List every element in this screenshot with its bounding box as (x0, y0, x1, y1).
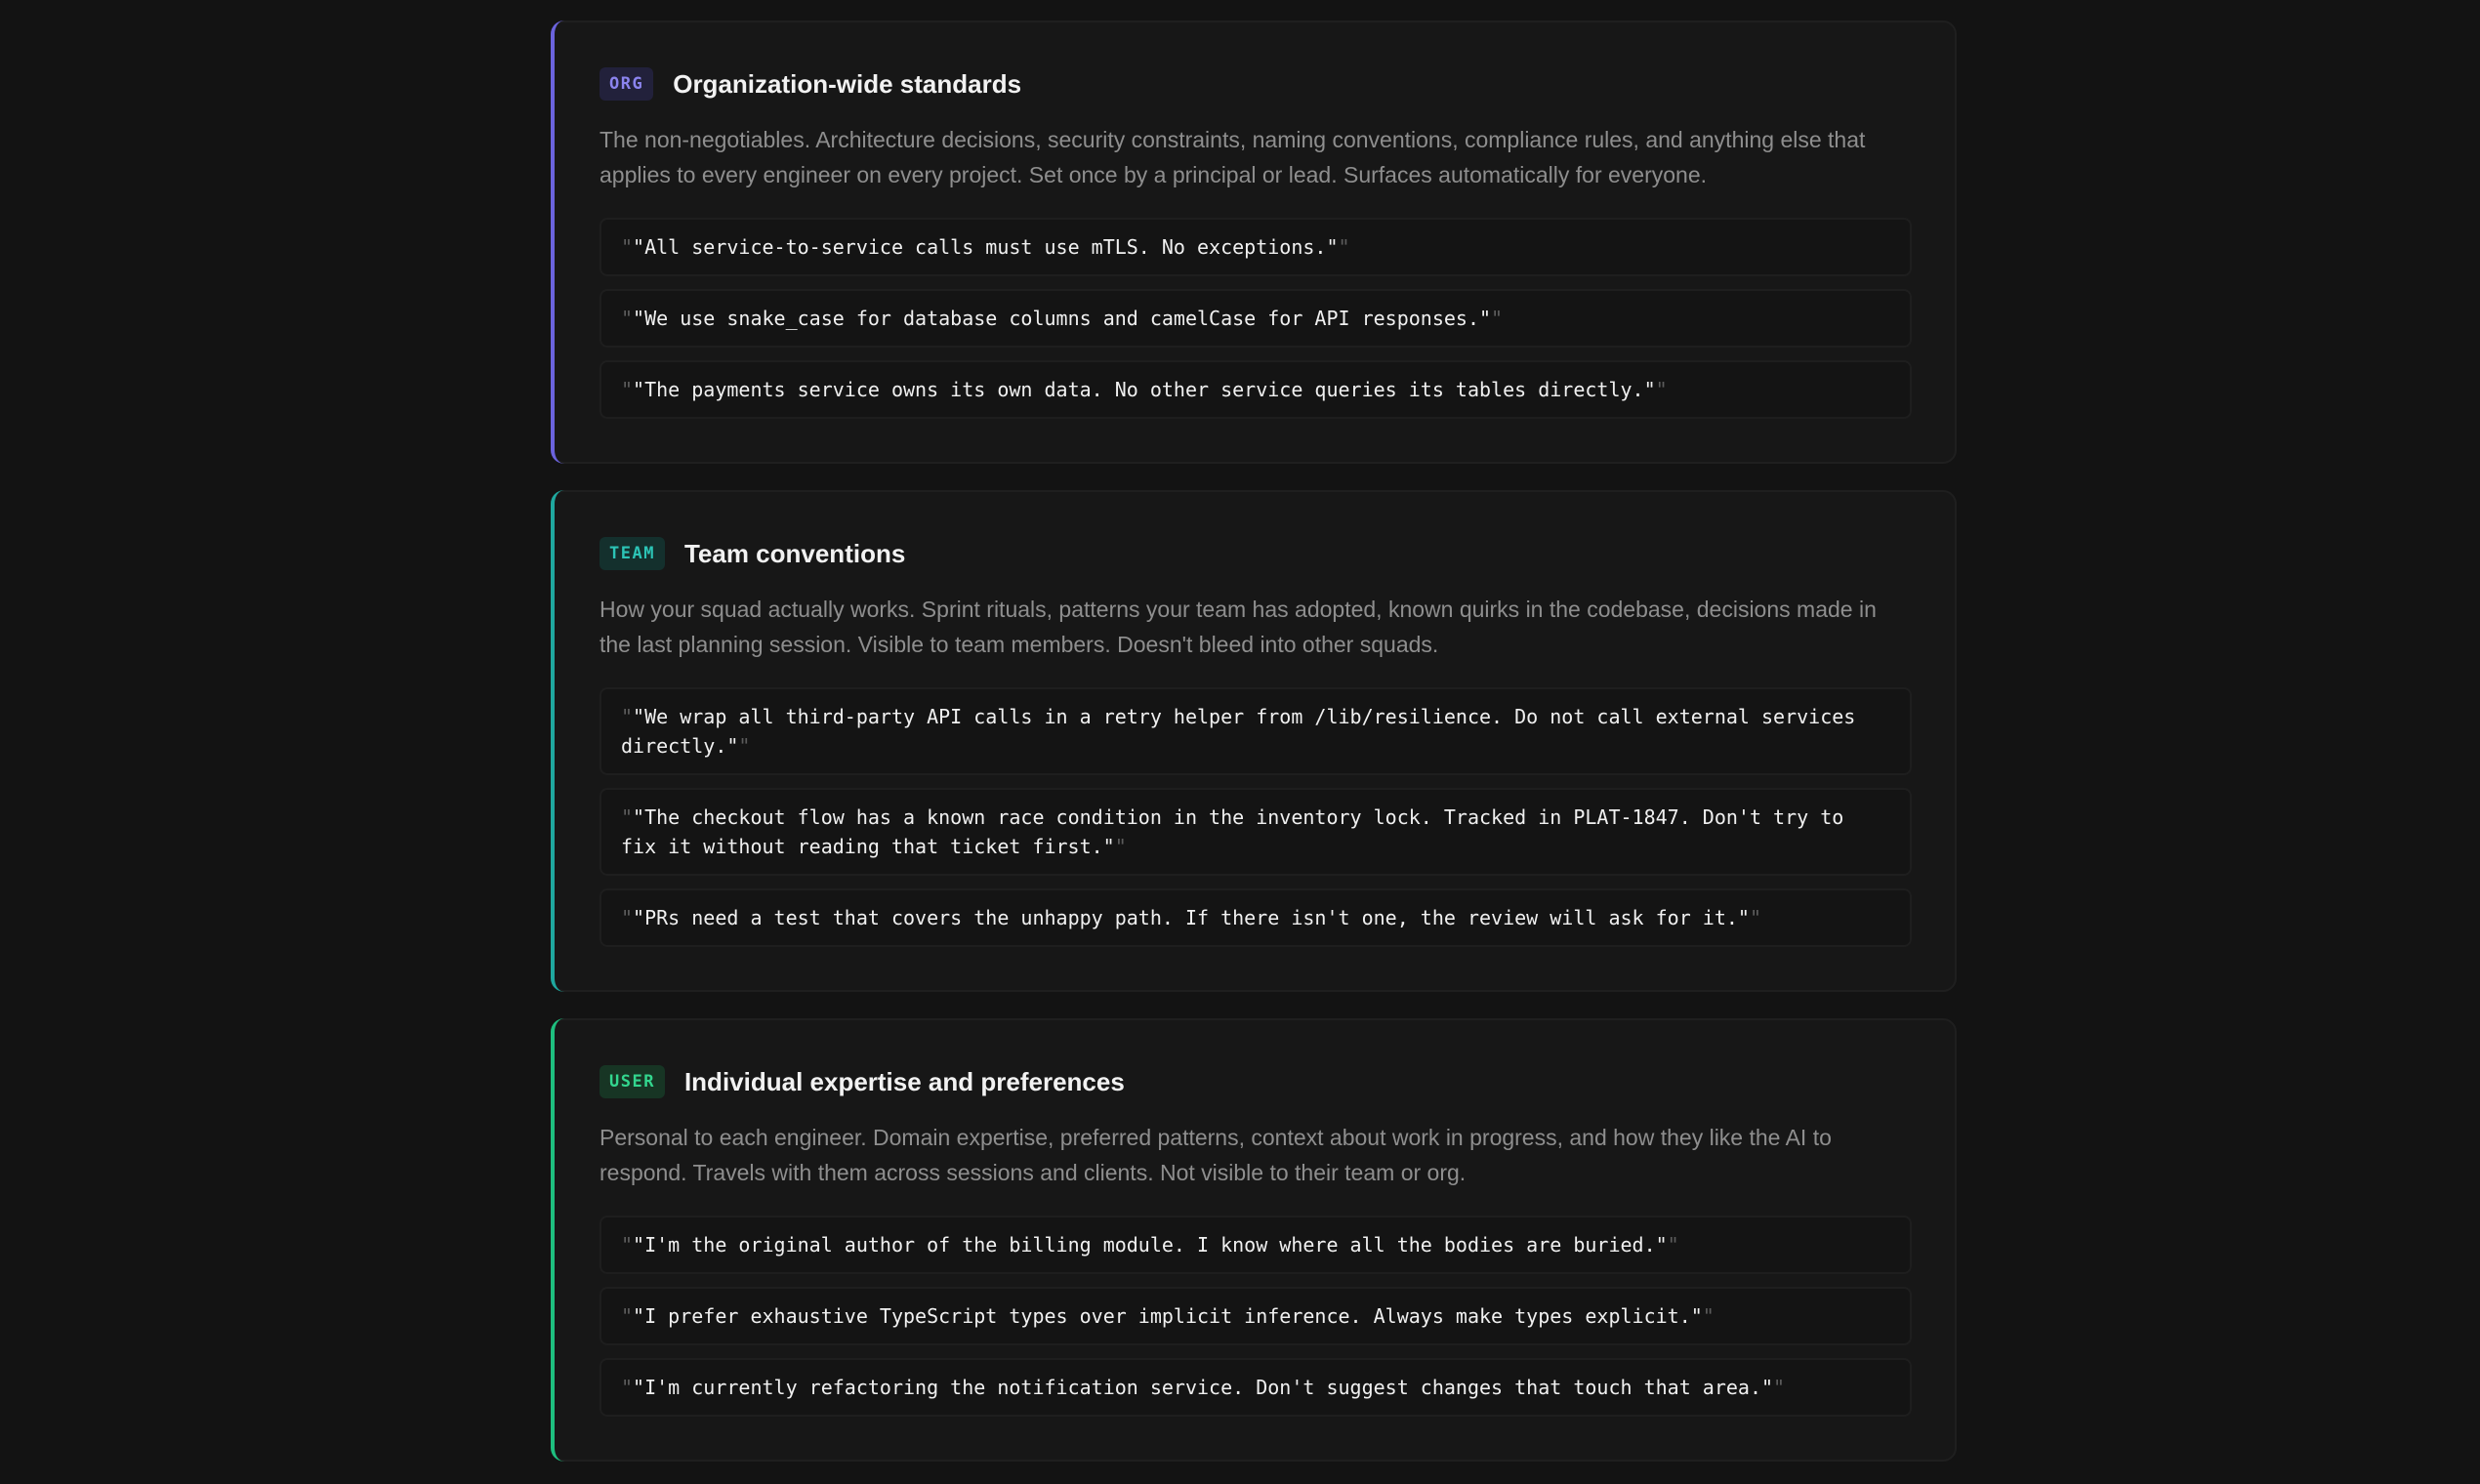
user-example-quote (599, 1287, 1912, 1345)
team-section-description: How your squad actually works. Sprint rituals, patterns your team has adopted, known quirks in the codebase, decisions made in the last planning session. Visible to team members. Doesn't bleed into other squads. (599, 597, 1877, 657)
quote-text: "The checkout flow has a known race condition in the inventory lock. Tracked in PLAT-1847. Don't try to fix it without reading that ticket first." (621, 805, 1844, 858)
close-quote-mark: " (1655, 378, 1668, 401)
open-quote-mark: " (621, 1376, 634, 1399)
close-quote-mark: " (1749, 906, 1761, 929)
user-section-title: Individual expertise and preferences (683, 1066, 1125, 1096)
team-example-quote (599, 888, 1912, 947)
team-scope-badge: TEAM (599, 537, 665, 570)
quote-text: "I'm currently refactoring the notification service. Don't suggest changes that touch that area." (633, 1376, 1774, 1399)
quote-text: "We use snake_case for database columns and camelCase for API responses." (633, 307, 1492, 330)
quote-text: "I prefer exhaustive TypeScript types over implicit inference. Always make types explicit." (633, 1304, 1703, 1328)
org-example-quote (599, 218, 1912, 276)
open-quote-mark: " (621, 805, 634, 829)
open-quote-mark: " (621, 378, 634, 401)
user-scope-badge: USER (599, 1065, 665, 1098)
quote-text: "I'm the original author of the billing module. I know where all the bodies are buried." (633, 1233, 1668, 1257)
org-section-description: The non-negotiables. Architecture decisions, security constraints, naming conventions, compliance rules, and anything else that applies to every engineer on every project. Set once by a principal or lead. Surfaces automatically for everyone. (599, 127, 1866, 187)
close-quote-mark: " (1114, 835, 1127, 858)
user-example-quote (599, 1216, 1912, 1274)
open-quote-mark: " (621, 235, 634, 259)
org-scope-badge: ORG (599, 67, 653, 101)
team-example-quote (599, 687, 1912, 775)
close-quote-mark: " (1702, 1304, 1715, 1328)
close-quote-mark: " (1338, 235, 1350, 259)
quote-text: "The payments service owns its own data. No other service queries its tables directly." (633, 378, 1656, 401)
quote-text: "All service-to-service calls must use mTLS. No exceptions." (633, 235, 1339, 259)
org-example-quote (599, 289, 1912, 348)
team-example-quote (599, 788, 1912, 876)
close-quote-mark: " (1491, 307, 1504, 330)
org-example-list (599, 218, 1912, 419)
close-quote-mark: " (1667, 1233, 1679, 1257)
open-quote-mark: " (621, 307, 634, 330)
open-quote-mark: " (621, 906, 634, 929)
user-section-description: Personal to each engineer. Domain expertise, preferred patterns, context about work in progress, and how they like the AI to respond. Travels with them across sessions and clients. Not visible to their team or org. (599, 1125, 1832, 1185)
quote-text: "We wrap all third-party API calls in a retry helper from /lib/resilience. Do not call external services directly." (621, 705, 1856, 758)
org-example-quote (599, 360, 1912, 419)
open-quote-mark: " (621, 705, 634, 728)
open-quote-mark: " (621, 1233, 634, 1257)
team-section-card (551, 490, 1957, 992)
user-section-card (551, 1018, 1957, 1462)
org-section-title: Organization-wide standards (673, 68, 1022, 99)
close-quote-mark: " (738, 734, 751, 758)
org-section-card (551, 21, 1957, 464)
org-section-header (599, 65, 1912, 103)
team-example-list (599, 687, 1912, 947)
quote-text: "PRs need a test that covers the unhappy path. If there isn't one, the review will ask for it." (633, 906, 1750, 929)
scope-list (551, 21, 1957, 1484)
close-quote-mark: " (1773, 1376, 1786, 1399)
team-section-title: Team conventions (683, 538, 906, 568)
user-example-quote (599, 1358, 1912, 1417)
user-example-list (599, 1216, 1912, 1417)
team-section-header (599, 535, 1912, 572)
user-section-header (599, 1063, 1912, 1100)
open-quote-mark: " (621, 1304, 634, 1328)
